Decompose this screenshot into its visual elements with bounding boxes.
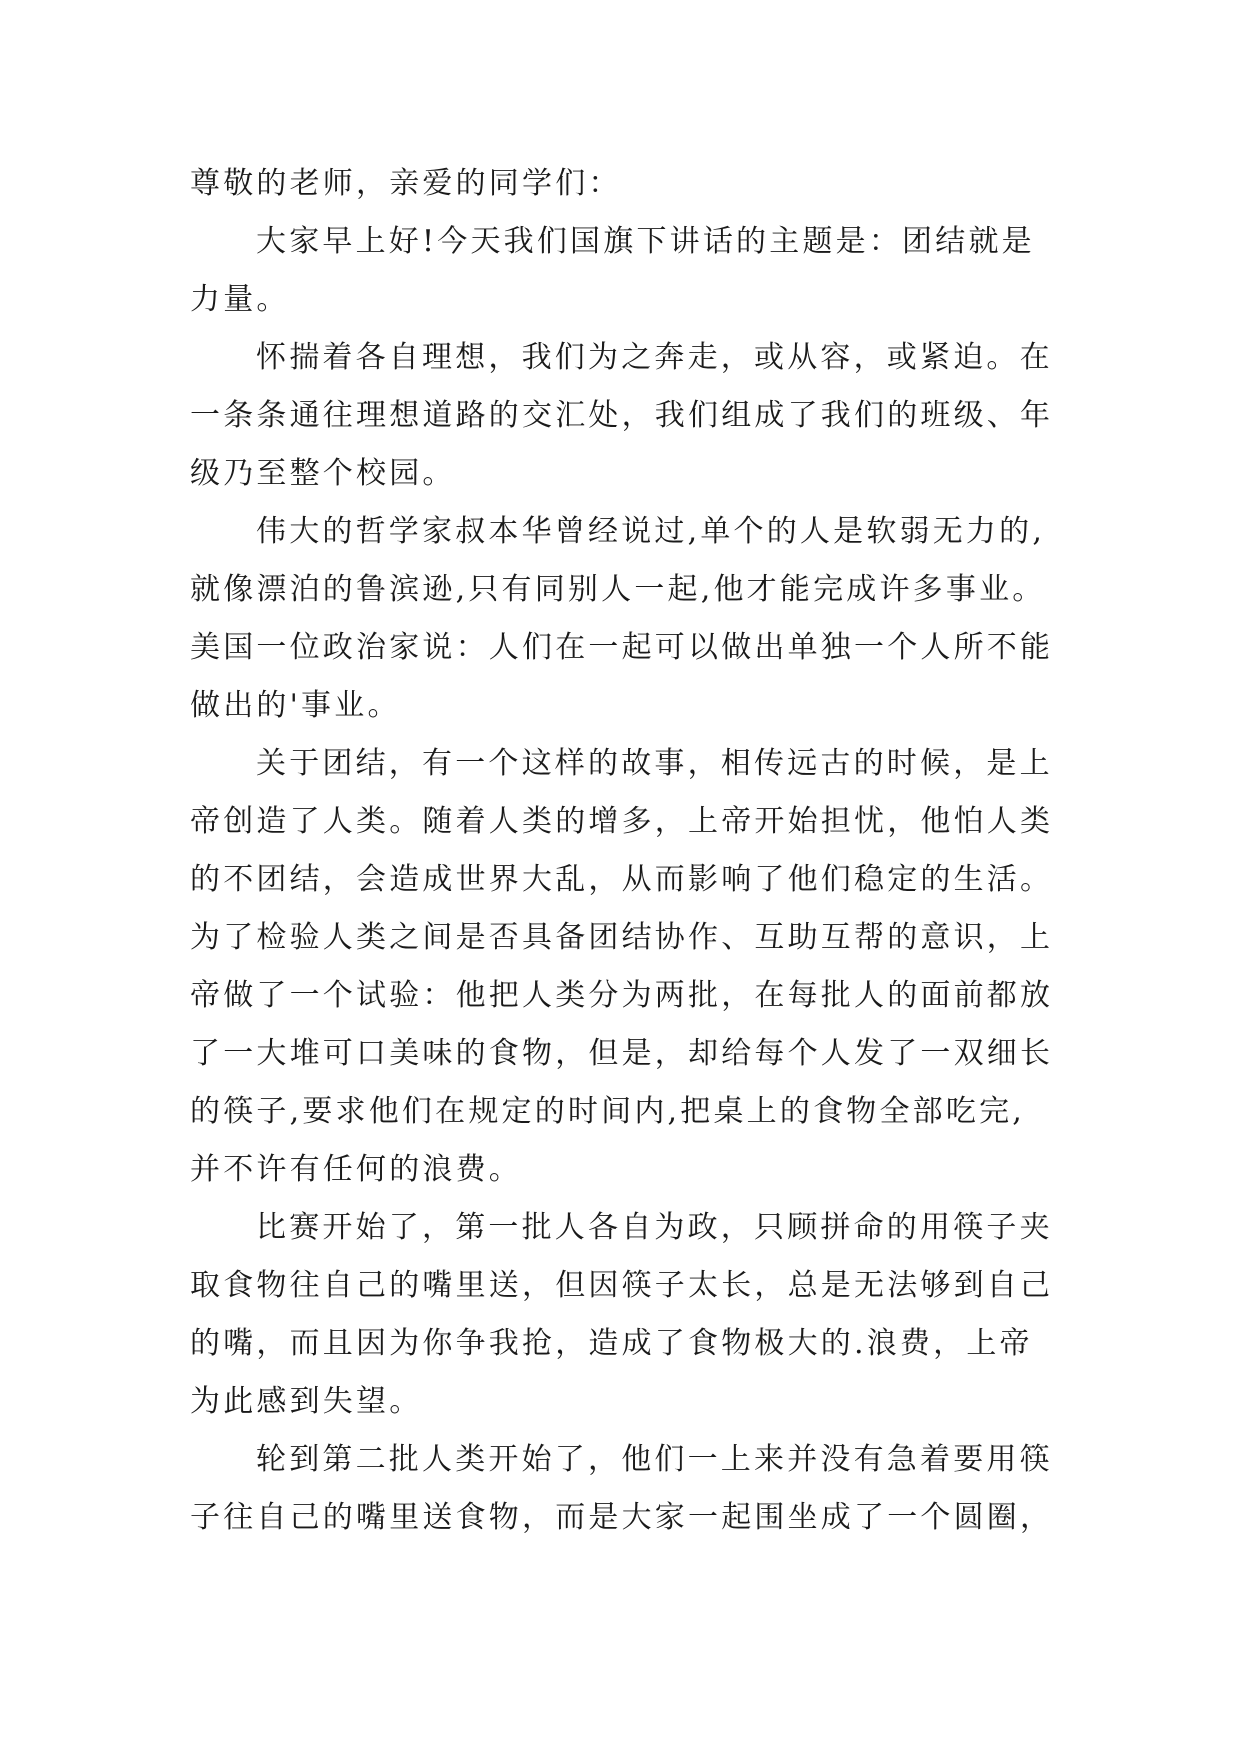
speech-text [190,155,1054,1547]
paragraph-line: 大家早上好!今天我们国旗下讲话的主题是：团结就是 [256,224,1035,259]
greeting-line: 尊敬的老师，亲爱的同学们： [190,166,622,201]
paragraph-line: 帝创造了人类。随着人类的增多，上帝开始担忧，他怕人类 [190,804,1054,839]
paragraph-line: 的不团结，会造成世界大乱，从而影响了他们稳定的生活。 [190,862,1054,897]
paragraph-line: 美国一位政治家说：人们在一起可以做出单独一个人所不能 [190,630,1054,665]
paragraph-line: 为此感到失望。 [190,1384,423,1419]
paragraph-line: 级乃至整个校园。 [190,456,456,491]
paragraph-line: 做出的'事业。 [190,688,401,723]
paragraph-line: 的嘴，而且因为你争我抢，造成了食物极大的.浪费，上帝 [190,1326,1033,1361]
paragraph-line: 力量。 [190,282,290,317]
paragraph-line: 的筷子,要求他们在规定的时间内,把桌上的食物全部吃完, [190,1094,1026,1129]
paragraph-line: 就像漂泊的鲁滨逊,只有同别人一起,他才能完成许多事业。 [190,572,1046,607]
paragraph-line: 关于团结，有一个这样的故事，相传远古的时候，是上 [256,746,1053,781]
paragraph-line: 了一大堆可口美味的食物，但是，却给每个人发了一双细长 [190,1036,1054,1071]
paragraph-line: 并不许有任何的浪费。 [190,1152,522,1187]
paragraph-line: 为了检验人类之间是否具备团结协作、互助互帮的意识，上 [190,920,1054,955]
paragraph-line: 帝做了一个试验：他把人类分为两批，在每批人的面前都放 [190,978,1054,1013]
paragraph-line: 怀揣着各自理想，我们为之奔走，或从容，或紧迫。在 [256,340,1053,375]
paragraph-line: 子往自己的嘴里送食物，而是大家一起围坐成了一个圆圈， [190,1500,1054,1535]
paragraph-line: 取食物往自己的嘴里送，但因筷子太长，总是无法够到自己 [190,1268,1054,1303]
paragraph-line: 一条条通往理想道路的交汇处，我们组成了我们的班级、年 [190,398,1054,433]
paragraph-line: 伟大的哲学家叔本华曾经说过,单个的人是软弱无力的, [256,514,1046,549]
paragraph-line: 轮到第二批人类开始了，他们一上来并没有急着要用筷 [256,1442,1053,1477]
paragraph-line: 比赛开始了，第一批人各自为政，只顾拼命的用筷子夹 [256,1210,1053,1245]
